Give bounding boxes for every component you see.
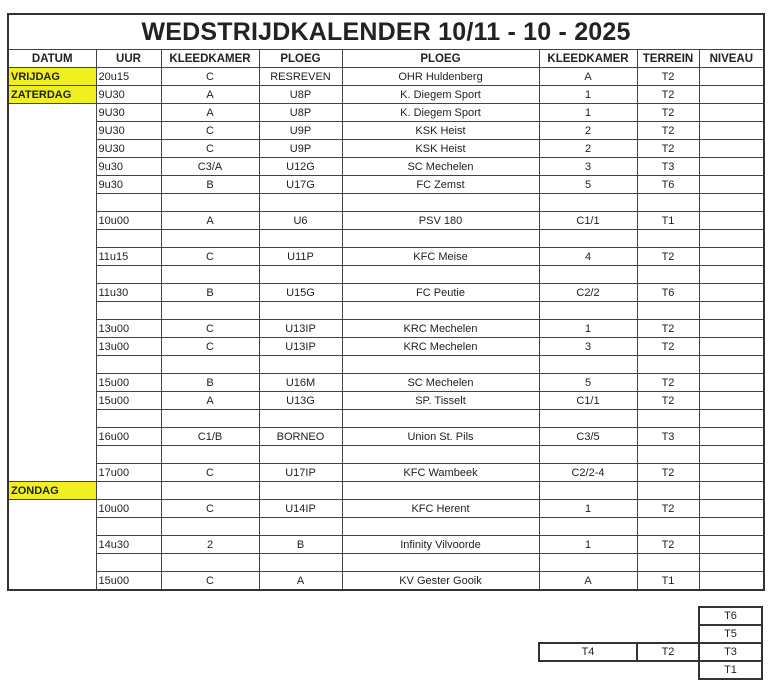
visitor-dressing-room-cell: 1 xyxy=(539,500,637,518)
table-row xyxy=(8,266,764,284)
opponent-cell xyxy=(342,410,539,428)
team-cell: U15G xyxy=(259,284,342,302)
dressing-room-cell: A xyxy=(161,212,259,230)
table-row xyxy=(8,428,764,446)
dressing-room-cell xyxy=(161,410,259,428)
time-cell xyxy=(96,266,161,284)
opponent-cell: FC Peutie xyxy=(342,284,539,302)
dressing-room-cell xyxy=(161,482,259,500)
opponent-cell xyxy=(342,266,539,284)
level-cell xyxy=(699,518,764,536)
time-cell: 9u30 xyxy=(96,176,161,194)
visitor-dressing-room-cell: 5 xyxy=(539,374,637,392)
visitor-dressing-room-cell: 1 xyxy=(539,320,637,338)
dressing-room-cell xyxy=(161,356,259,374)
level-cell xyxy=(699,68,764,86)
table-row xyxy=(8,392,764,410)
field-cell: T2 xyxy=(637,536,699,554)
col-kleedkamer: KLEEDKAMER xyxy=(161,50,259,68)
field-cell: T1 xyxy=(637,572,699,591)
team-cell: U8P xyxy=(259,104,342,122)
table-row xyxy=(8,212,764,230)
page-title: WEDSTRIJDKALENDER 10/11 - 10 - 2025 xyxy=(8,14,764,50)
level-cell xyxy=(699,194,764,212)
visitor-dressing-room-cell: C2/2-4 xyxy=(539,464,637,482)
opponent-cell: KV Gester Gooik xyxy=(342,572,539,591)
visitor-dressing-room-cell: 2 xyxy=(539,122,637,140)
col-tegenstander: PLOEG xyxy=(342,50,539,68)
level-cell xyxy=(699,140,764,158)
team-cell: U9P xyxy=(259,140,342,158)
level-cell xyxy=(699,158,764,176)
level-cell xyxy=(699,86,764,104)
col-kleedkamer-bezoekers: KLEEDKAMER xyxy=(539,50,637,68)
team-cell: U16M xyxy=(259,374,342,392)
field-cell: T2 xyxy=(637,320,699,338)
dressing-room-cell xyxy=(161,194,259,212)
terrain-t6: T6 xyxy=(698,606,763,626)
opponent-cell: Union St. Pils xyxy=(342,428,539,446)
col-niveau: NIVEAU xyxy=(699,50,764,68)
time-cell xyxy=(96,482,161,500)
time-cell xyxy=(96,302,161,320)
dressing-room-cell: C xyxy=(161,122,259,140)
visitor-dressing-room-cell: C3/5 xyxy=(539,428,637,446)
time-cell xyxy=(96,518,161,536)
time-cell: 15u00 xyxy=(96,572,161,591)
opponent-cell xyxy=(342,482,539,500)
terrain-t1: T1 xyxy=(698,660,763,680)
team-cell: U13IP xyxy=(259,338,342,356)
visitor-dressing-room-cell xyxy=(539,302,637,320)
time-cell: 13u00 xyxy=(96,338,161,356)
col-datum: DATUM xyxy=(8,50,96,68)
field-cell xyxy=(637,446,699,464)
table-row xyxy=(8,446,764,464)
day-span-cell xyxy=(8,104,96,482)
team-cell: U13G xyxy=(259,392,342,410)
team-cell xyxy=(259,302,342,320)
table-row xyxy=(8,410,764,428)
opponent-cell: SC Mechelen xyxy=(342,374,539,392)
terrain-t3: T3 xyxy=(698,642,763,662)
field-cell: T2 xyxy=(637,86,699,104)
table-row xyxy=(8,104,764,122)
level-cell xyxy=(699,338,764,356)
dressing-room-cell: A xyxy=(161,104,259,122)
opponent-cell xyxy=(342,554,539,572)
terrain-t2: T2 xyxy=(636,642,700,662)
field-cell xyxy=(637,194,699,212)
team-cell xyxy=(259,356,342,374)
visitor-dressing-room-cell: A xyxy=(539,572,637,591)
time-cell: 10u00 xyxy=(96,500,161,518)
level-cell xyxy=(699,230,764,248)
dressing-room-cell xyxy=(161,446,259,464)
dressing-room-cell xyxy=(161,230,259,248)
level-cell xyxy=(699,428,764,446)
time-cell: 9U30 xyxy=(96,86,161,104)
opponent-cell: KFC Herent xyxy=(342,500,539,518)
opponent-cell: K. Diegem Sport xyxy=(342,86,539,104)
dressing-room-cell: C xyxy=(161,68,259,86)
level-cell xyxy=(699,284,764,302)
dressing-room-cell: C xyxy=(161,572,259,591)
level-cell xyxy=(699,410,764,428)
dressing-room-cell: C xyxy=(161,338,259,356)
table-row xyxy=(8,500,764,518)
visitor-dressing-room-cell xyxy=(539,482,637,500)
opponent-cell: KSK Heist xyxy=(342,122,539,140)
day-span-cell xyxy=(8,500,96,591)
level-cell xyxy=(699,212,764,230)
team-cell: U17IP xyxy=(259,464,342,482)
level-cell xyxy=(699,356,764,374)
table-row xyxy=(8,518,764,536)
table-row xyxy=(8,374,764,392)
opponent-cell: FC Zemst xyxy=(342,176,539,194)
opponent-cell: KRC Mechelen xyxy=(342,320,539,338)
visitor-dressing-room-cell: A xyxy=(539,68,637,86)
time-cell: 20u15 xyxy=(96,68,161,86)
team-cell: U9P xyxy=(259,122,342,140)
team-cell: A xyxy=(259,572,342,591)
team-cell: RESREVEN xyxy=(259,68,342,86)
table-row xyxy=(8,284,764,302)
field-cell: T2 xyxy=(637,68,699,86)
visitor-dressing-room-cell xyxy=(539,446,637,464)
table-row xyxy=(8,86,764,104)
field-cell: T2 xyxy=(637,374,699,392)
table-row xyxy=(8,176,764,194)
dressing-room-cell: A xyxy=(161,392,259,410)
visitor-dressing-room-cell: C1/1 xyxy=(539,212,637,230)
opponent-cell: OHR Huldenberg xyxy=(342,68,539,86)
field-cell: T2 xyxy=(637,122,699,140)
opponent-cell: KSK Heist xyxy=(342,140,539,158)
team-cell: BORNEO xyxy=(259,428,342,446)
dressing-room-cell: C xyxy=(161,248,259,266)
field-cell: T2 xyxy=(637,338,699,356)
level-cell xyxy=(699,554,764,572)
table-row xyxy=(8,572,764,591)
team-cell xyxy=(259,554,342,572)
team-cell xyxy=(259,230,342,248)
table-row xyxy=(8,122,764,140)
opponent-cell: SP. Tisselt xyxy=(342,392,539,410)
field-cell: T6 xyxy=(637,284,699,302)
dressing-room-cell: C xyxy=(161,140,259,158)
header-row xyxy=(8,50,764,68)
team-cell: U17G xyxy=(259,176,342,194)
visitor-dressing-room-cell: 1 xyxy=(539,104,637,122)
team-cell xyxy=(259,410,342,428)
table-row xyxy=(8,248,764,266)
table-row xyxy=(8,320,764,338)
col-uur: UUR xyxy=(96,50,161,68)
visitor-dressing-room-cell xyxy=(539,194,637,212)
field-cell xyxy=(637,302,699,320)
team-cell: U6 xyxy=(259,212,342,230)
table-row xyxy=(8,482,764,500)
table-row xyxy=(8,554,764,572)
time-cell xyxy=(96,356,161,374)
field-cell: T2 xyxy=(637,104,699,122)
team-cell: U8P xyxy=(259,86,342,104)
field-cell xyxy=(637,266,699,284)
field-cell: T3 xyxy=(637,158,699,176)
level-cell xyxy=(699,104,764,122)
time-cell: 9U30 xyxy=(96,104,161,122)
table-row xyxy=(8,194,764,212)
team-cell xyxy=(259,266,342,284)
dressing-room-cell: B xyxy=(161,176,259,194)
field-cell xyxy=(637,356,699,374)
table-row xyxy=(8,338,764,356)
time-cell: 16u00 xyxy=(96,428,161,446)
opponent-cell xyxy=(342,194,539,212)
dressing-room-cell: C3/A xyxy=(161,158,259,176)
terrain-legend xyxy=(538,606,763,678)
visitor-dressing-room-cell: 1 xyxy=(539,536,637,554)
table-row xyxy=(8,230,764,248)
field-cell: T2 xyxy=(637,248,699,266)
dressing-room-cell xyxy=(161,302,259,320)
table-row xyxy=(8,536,764,554)
field-cell: T2 xyxy=(637,392,699,410)
visitor-dressing-room-cell xyxy=(539,410,637,428)
field-cell xyxy=(637,518,699,536)
visitor-dressing-room-cell: 3 xyxy=(539,158,637,176)
day-label: ZATERDAG xyxy=(8,86,96,104)
table-row xyxy=(8,68,764,86)
visitor-dressing-room-cell xyxy=(539,554,637,572)
level-cell xyxy=(699,500,764,518)
time-cell: 15u00 xyxy=(96,374,161,392)
visitor-dressing-room-cell xyxy=(539,518,637,536)
match-calendar-table xyxy=(7,13,765,591)
table-row xyxy=(8,140,764,158)
team-cell: U11P xyxy=(259,248,342,266)
visitor-dressing-room-cell xyxy=(539,356,637,374)
time-cell: 9U30 xyxy=(96,140,161,158)
dressing-room-cell: B xyxy=(161,374,259,392)
opponent-cell: K. Diegem Sport xyxy=(342,104,539,122)
level-cell xyxy=(699,320,764,338)
field-cell xyxy=(637,230,699,248)
visitor-dressing-room-cell: 3 xyxy=(539,338,637,356)
visitor-dressing-room-cell xyxy=(539,230,637,248)
level-cell xyxy=(699,122,764,140)
time-cell: 11u30 xyxy=(96,284,161,302)
day-label: VRIJDAG xyxy=(8,68,96,86)
visitor-dressing-room-cell xyxy=(539,266,637,284)
field-cell: T3 xyxy=(637,428,699,446)
opponent-cell: KFC Meise xyxy=(342,248,539,266)
team-cell xyxy=(259,518,342,536)
dressing-room-cell xyxy=(161,554,259,572)
visitor-dressing-room-cell: 2 xyxy=(539,140,637,158)
dressing-room-cell: C xyxy=(161,464,259,482)
table-row xyxy=(8,302,764,320)
team-cell: U14IP xyxy=(259,500,342,518)
visitor-dressing-room-cell: C2/2 xyxy=(539,284,637,302)
level-cell xyxy=(699,572,764,591)
dressing-room-cell: 2 xyxy=(161,536,259,554)
dressing-room-cell xyxy=(161,266,259,284)
team-cell: U12G xyxy=(259,158,342,176)
team-cell: U13IP xyxy=(259,320,342,338)
table-row xyxy=(8,356,764,374)
opponent-cell xyxy=(342,446,539,464)
opponent-cell: KRC Mechelen xyxy=(342,338,539,356)
time-cell: 13u00 xyxy=(96,320,161,338)
dressing-room-cell: A xyxy=(161,86,259,104)
opponent-cell xyxy=(342,302,539,320)
team-cell xyxy=(259,446,342,464)
field-cell xyxy=(637,410,699,428)
level-cell xyxy=(699,248,764,266)
time-cell: 9U30 xyxy=(96,122,161,140)
time-cell: 10u00 xyxy=(96,212,161,230)
time-cell xyxy=(96,194,161,212)
level-cell xyxy=(699,266,764,284)
visitor-dressing-room-cell: 1 xyxy=(539,86,637,104)
opponent-cell xyxy=(342,356,539,374)
level-cell xyxy=(699,464,764,482)
field-cell xyxy=(637,554,699,572)
dressing-room-cell xyxy=(161,518,259,536)
time-cell xyxy=(96,230,161,248)
level-cell xyxy=(699,374,764,392)
opponent-cell: Infinity Vilvoorde xyxy=(342,536,539,554)
visitor-dressing-room-cell: 5 xyxy=(539,176,637,194)
opponent-cell: PSV 180 xyxy=(342,212,539,230)
visitor-dressing-room-cell: 4 xyxy=(539,248,637,266)
team-cell xyxy=(259,194,342,212)
terrain-t4: T4 xyxy=(538,642,638,662)
field-cell: T2 xyxy=(637,500,699,518)
level-cell xyxy=(699,446,764,464)
col-ploeg: PLOEG xyxy=(259,50,342,68)
level-cell xyxy=(699,536,764,554)
time-cell: 14u30 xyxy=(96,536,161,554)
field-cell: T2 xyxy=(637,140,699,158)
field-cell: T2 xyxy=(637,464,699,482)
opponent-cell: SC Mechelen xyxy=(342,158,539,176)
time-cell: 11u15 xyxy=(96,248,161,266)
time-cell: 15u00 xyxy=(96,392,161,410)
time-cell xyxy=(96,410,161,428)
field-cell: T1 xyxy=(637,212,699,230)
terrain-t5: T5 xyxy=(698,624,763,644)
field-cell: T6 xyxy=(637,176,699,194)
field-cell xyxy=(637,482,699,500)
level-cell xyxy=(699,302,764,320)
table-row xyxy=(8,158,764,176)
level-cell xyxy=(699,392,764,410)
dressing-room-cell: C xyxy=(161,500,259,518)
level-cell xyxy=(699,482,764,500)
time-cell xyxy=(96,554,161,572)
day-label: ZONDAG xyxy=(8,482,96,500)
opponent-cell xyxy=(342,230,539,248)
team-cell: B xyxy=(259,536,342,554)
dressing-room-cell: C xyxy=(161,320,259,338)
table-row xyxy=(8,464,764,482)
visitor-dressing-room-cell: C1/1 xyxy=(539,392,637,410)
opponent-cell: KFC Wambeek xyxy=(342,464,539,482)
time-cell: 17u00 xyxy=(96,464,161,482)
level-cell xyxy=(699,176,764,194)
dressing-room-cell: B xyxy=(161,284,259,302)
time-cell: 9u30 xyxy=(96,158,161,176)
team-cell xyxy=(259,482,342,500)
col-terrein: TERREIN xyxy=(637,50,699,68)
time-cell xyxy=(96,446,161,464)
opponent-cell xyxy=(342,518,539,536)
dressing-room-cell: C1/B xyxy=(161,428,259,446)
